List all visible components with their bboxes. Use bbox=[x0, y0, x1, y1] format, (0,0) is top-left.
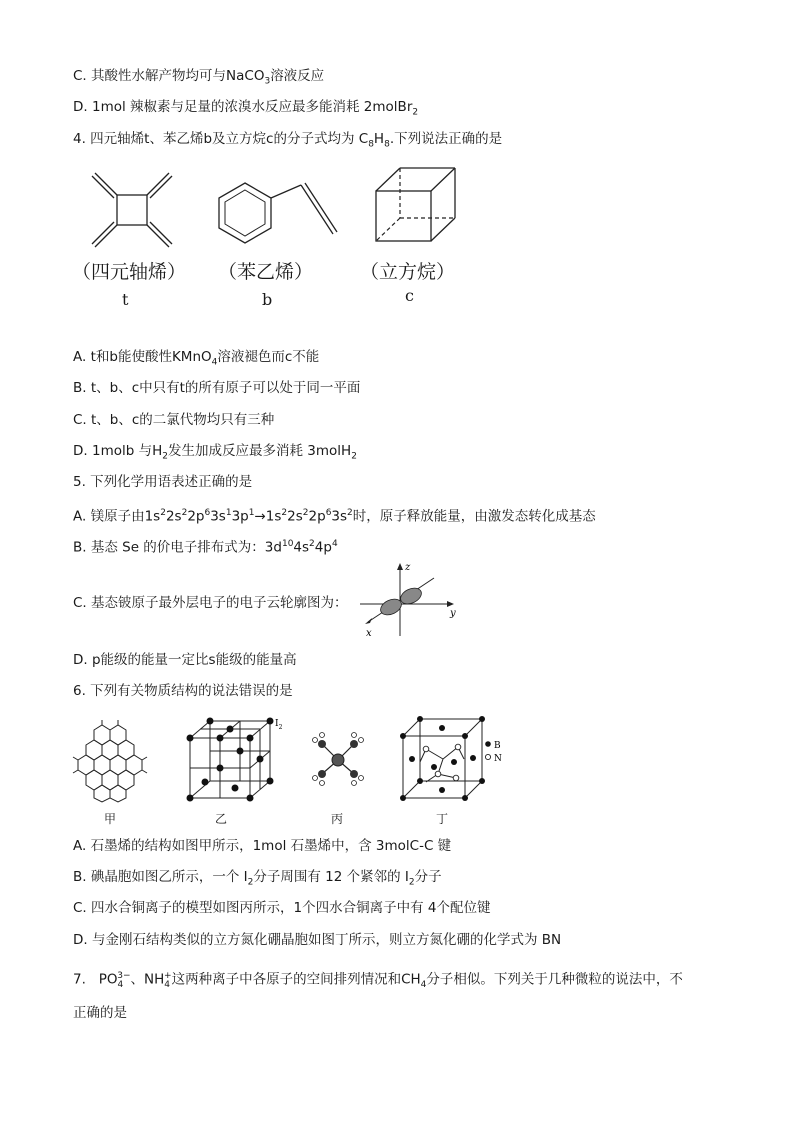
q5-option-d: D. p能级的能量一定比s能级的能量高 bbox=[73, 652, 297, 668]
q5-option-c: C. 基态铍原子最外层电子的电子云轮廓图为： bbox=[73, 595, 348, 611]
q5-option-b: B. 基态 Se 的价电子排布式为：$3d^{10}4s^24p^4$ bbox=[73, 539, 338, 556]
axis-y: y bbox=[450, 608, 456, 619]
fig-label-yi: 乙 bbox=[215, 812, 228, 826]
q5-option-a-text: A. 镁原子由 bbox=[73, 508, 145, 525]
graphene-structure bbox=[72, 722, 150, 802]
letter-t: t bbox=[122, 290, 129, 309]
q4-stem-tail: 下列说法正确的是 bbox=[394, 131, 503, 147]
copper-tetraaqua-model bbox=[310, 730, 366, 790]
q3-option-c-tail: 溶液反应 bbox=[270, 68, 325, 84]
q4-option-d-pre: D. 1molb 与H bbox=[73, 443, 163, 459]
fig-label-ding: 丁 bbox=[436, 812, 449, 826]
q5-stem: 5. 下列化学用语表述正确的是 bbox=[73, 474, 253, 490]
q4-stem: 4. 四元轴烯t、苯乙烯b及立方烷c的分子式均为 $C_8H_8$.下列说法正确的是 bbox=[73, 131, 503, 150]
label-styrene: （苯乙烯） bbox=[218, 261, 314, 283]
styrene-structure bbox=[215, 178, 340, 248]
q3-option-d: D. 1mol 辣椒素与足量的浓溴水反应最多能消耗 2molBr$_2$ bbox=[73, 99, 419, 118]
cubic-bn-cell-structure bbox=[398, 714, 506, 804]
axis-x: x bbox=[366, 628, 372, 639]
q7-stem: 7. $PO_4^{3-}$、$NH_4^+$这两种离子中各原子的空间排列情况和$CH_4$分子相似。下列关于几种微粒的说法中，不 bbox=[73, 971, 683, 991]
tetraradialene-structure bbox=[90, 170, 180, 252]
q6-option-d: D. 与金刚石结构类似的立方氮化硼晶胞如图丁所示，则立方氮化硼的化学式为 BN bbox=[73, 932, 562, 948]
q3-option-c-text: C. 其酸性水解产物均可与Na bbox=[73, 68, 245, 84]
q4-option-a-pre: A. t和b能使酸性KMnO bbox=[73, 349, 212, 365]
iodine-cell-structure bbox=[185, 716, 285, 806]
letter-b: b bbox=[262, 290, 273, 309]
q5-option-b-text: B. 基态 Se 的价电子排布式为：3d bbox=[73, 539, 282, 556]
q6-option-b-post: 分子 bbox=[414, 869, 442, 885]
q4-option-a: A. t和b能使酸性KMnO$_4$溶液褪色而c不能 bbox=[73, 349, 320, 368]
q6-option-c: C. 四水合铜离子的模型如图丙所示，1个四水合铜离子中有 4个配位键 bbox=[73, 900, 491, 916]
label-cubane: （立方烷） bbox=[360, 261, 456, 283]
label-tetraradialene: （四元轴烯） bbox=[72, 261, 187, 283]
p-orbital-diagram bbox=[358, 560, 458, 638]
letter-c: c bbox=[405, 286, 414, 305]
q6-option-b-mid: 分子周围有 12 个紧邻的 I bbox=[253, 869, 409, 885]
q6-option-a: A. 石墨烯的结构如图甲所示，1mol 石墨烯中，含 3molC-C 键 bbox=[73, 838, 452, 854]
q3-option-d-text: D. 1mol 辣椒素与足量的浓溴水反应最多能消耗 2molBr bbox=[73, 99, 413, 115]
i2-label: $I_2$ bbox=[275, 719, 283, 731]
q4-option-d-mid: 发生加成反应最多消耗 3molH bbox=[167, 443, 352, 459]
q7-number: 7. bbox=[73, 971, 86, 988]
q4-stem-text: 4. 四元轴烯t、苯乙烯b及立方烷c的分子式均为 C bbox=[73, 131, 369, 147]
fig-label-jia: 甲 bbox=[104, 812, 117, 826]
q7-stem-tail: 分子相似。下列关于几种微粒的说法中，不 bbox=[426, 971, 683, 988]
q6-stem: 6. 下列有关物质结构的说法错误的是 bbox=[73, 683, 293, 699]
legend-n: N bbox=[494, 754, 502, 764]
q4-option-a-post: 溶液褪色而c不能 bbox=[217, 349, 320, 365]
q4-option-c: C. t、b、c的二氯代物均只有三种 bbox=[73, 412, 275, 428]
q7-stem-line2: 正确的是 bbox=[73, 1005, 127, 1021]
legend-b: B bbox=[494, 741, 501, 751]
fig-label-bing: 丙 bbox=[331, 812, 344, 826]
q5-option-a-tail: 时，原子释放能量，由激发态转化成基态 bbox=[352, 508, 596, 525]
q7-stem-body: 这两种离子中各原子的空间排列情况和CH bbox=[171, 971, 421, 988]
i2-label-symbol: I bbox=[275, 719, 279, 729]
q4-option-d: D. 1molb 与$H_2$发生加成反应最多消耗 3molH$_2$ bbox=[73, 443, 357, 462]
q5-option-a: A. 镁原子由$1s^22s^22p^63s^13p^1\to 1s^22s^22p^63s^2$时，原子释放能量，由激发态转化成基态 bbox=[73, 508, 596, 525]
cubane-structure bbox=[372, 165, 462, 245]
q3-option-c: C. 其酸性水解产物均可与NaCO$_3$溶液反应 bbox=[73, 68, 325, 87]
q4-option-b: B. t、b、c中只有t的所有原子可以处于同一平面 bbox=[73, 380, 361, 396]
q6-option-b: B. 碘晶胞如图乙所示，一个 $I_2$分子周围有 12 个紧邻的 $I_2$分子 bbox=[73, 869, 442, 888]
axis-z: z bbox=[405, 562, 411, 573]
q6-option-b-pre: B. 碘晶胞如图乙所示，一个 I bbox=[73, 869, 248, 885]
